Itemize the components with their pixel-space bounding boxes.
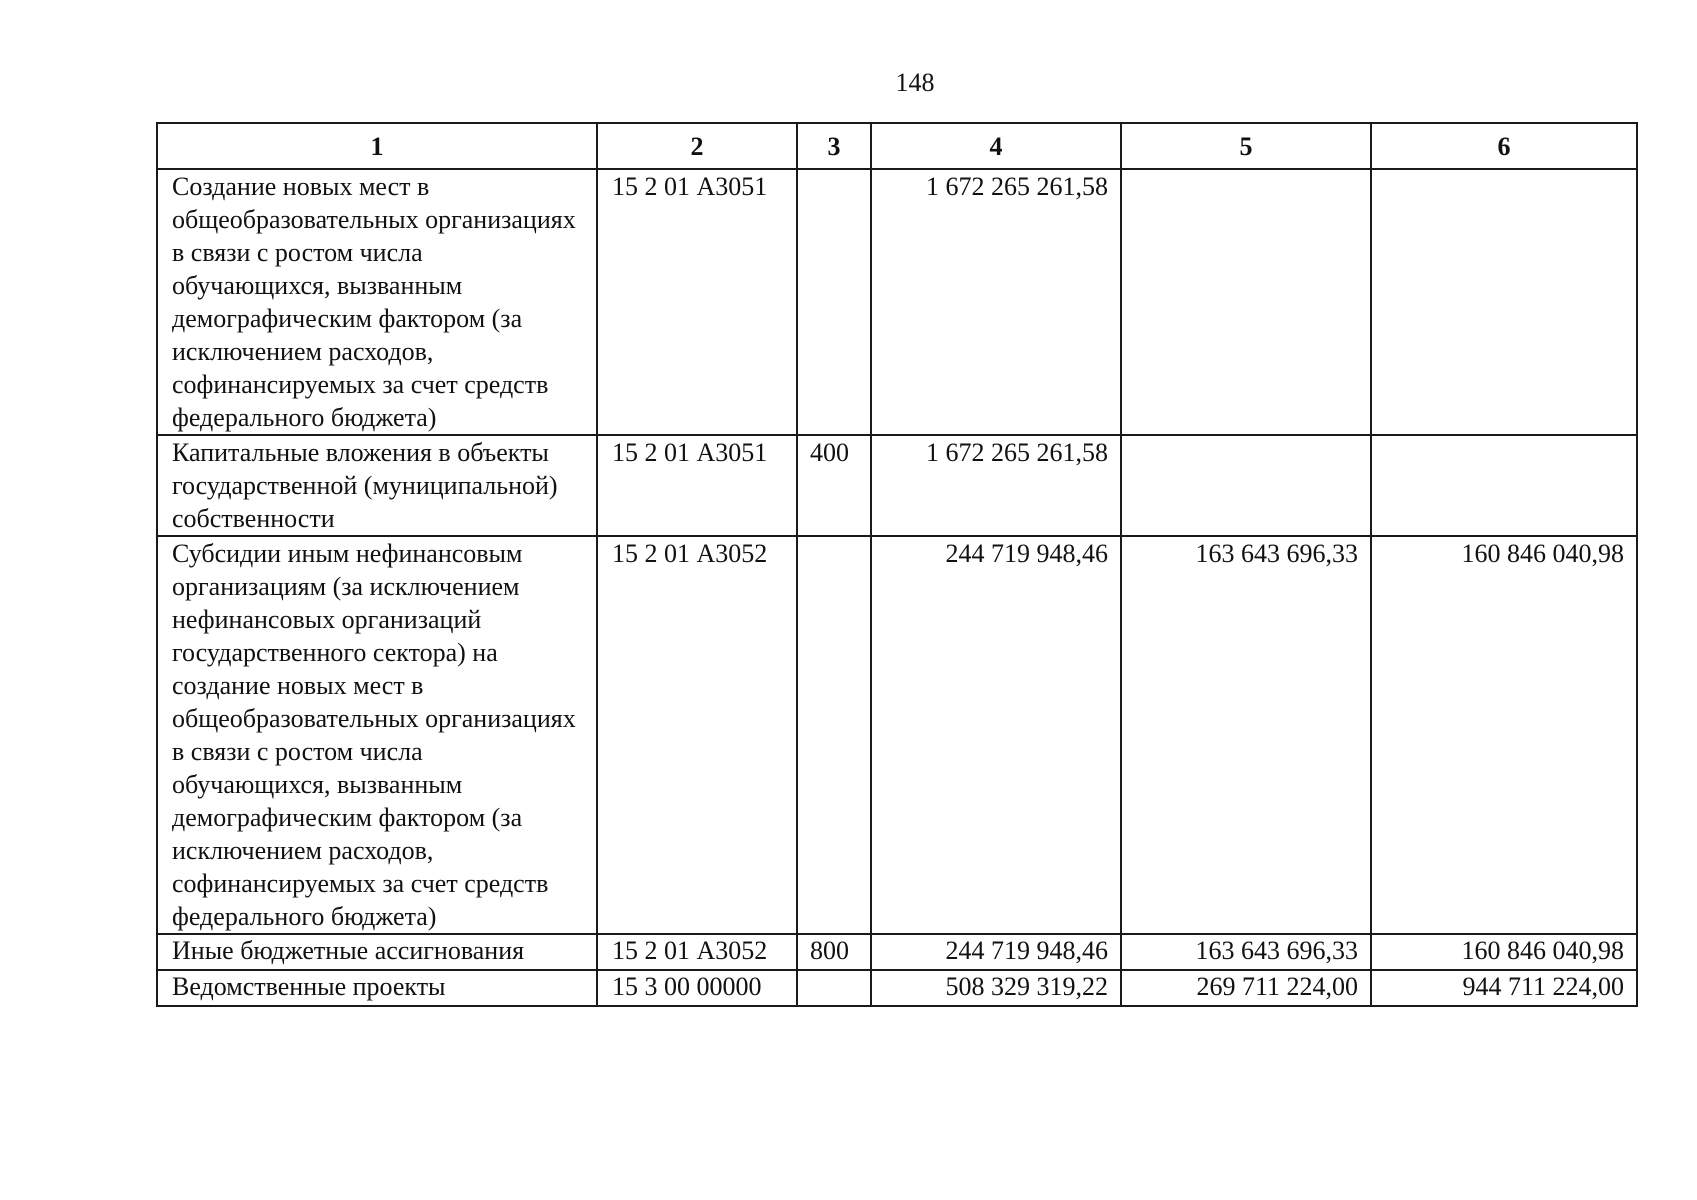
row-code: 15 2 01 А3052 — [597, 536, 797, 934]
row-code: 15 2 01 А3051 — [597, 435, 797, 536]
table-row — [157, 169, 1637, 435]
row-name: Субсидии иным нефинансовым организациям (за исключением нефинансовых организаций государственного сектора) на создание новых мест в общеобразовательных организациях в связи с ростом числа обучающихся, вызванным демографическим фактором (за исключением расходов, софинансируемых за счет средств федерального бюджета) — [157, 536, 597, 934]
row-code: 15 2 01 А3052 — [597, 934, 797, 970]
table-row — [157, 536, 1637, 934]
table-row — [157, 934, 1637, 970]
row-sum-col5: 163 643 696,33 — [1121, 934, 1371, 970]
row-sum-col6: 944 711 224,00 — [1371, 970, 1637, 1006]
row-sum-col5 — [1121, 435, 1371, 536]
row-expense-type: 800 — [797, 934, 871, 970]
page-number: 148 — [895, 68, 935, 97]
table-row — [157, 970, 1637, 1006]
column-header-4: 4 — [871, 123, 1121, 169]
row-sum-col5 — [1121, 169, 1371, 435]
row-sum-col6: 160 846 040,98 — [1371, 934, 1637, 970]
budget-table — [156, 122, 1638, 1007]
column-header-3: 3 — [797, 123, 871, 169]
table-row — [157, 435, 1637, 536]
row-expense-type — [797, 169, 871, 435]
budget-table-container — [156, 122, 1636, 1007]
row-sum-col5: 163 643 696,33 — [1121, 536, 1371, 934]
row-name: Ведомственные проекты — [157, 970, 597, 1006]
row-sum-col6 — [1371, 169, 1637, 435]
row-sum-col6 — [1371, 435, 1637, 536]
row-sum-col6: 160 846 040,98 — [1371, 536, 1637, 934]
column-header-2: 2 — [597, 123, 797, 169]
row-name: Капитальные вложения в объекты государственной (муниципальной) собственности — [157, 435, 597, 536]
row-sum-col4: 244 719 948,46 — [871, 934, 1121, 970]
column-header-6: 6 — [1371, 123, 1637, 169]
row-expense-type: 400 — [797, 435, 871, 536]
row-sum-col4: 244 719 948,46 — [871, 536, 1121, 934]
column-header-5: 5 — [1121, 123, 1371, 169]
row-sum-col5: 269 711 224,00 — [1121, 970, 1371, 1006]
row-expense-type — [797, 970, 871, 1006]
row-sum-col4: 508 329 319,22 — [871, 970, 1121, 1006]
row-sum-col4: 1 672 265 261,58 — [871, 169, 1121, 435]
row-code: 15 2 01 А3051 — [597, 169, 797, 435]
row-expense-type — [797, 536, 871, 934]
row-name: Создание новых мест в общеобразовательных организациях в связи с ростом числа обучающихся, вызванным демографическим фактором (за исключением расходов, софинансируемых за счет средств федерального бюджета) — [157, 169, 597, 435]
row-name: Иные бюджетные ассигнования — [157, 934, 597, 970]
column-header-1: 1 — [157, 123, 597, 169]
row-sum-col4: 1 672 265 261,58 — [871, 435, 1121, 536]
table-header-row — [157, 123, 1637, 169]
row-code: 15 3 00 00000 — [597, 970, 797, 1006]
